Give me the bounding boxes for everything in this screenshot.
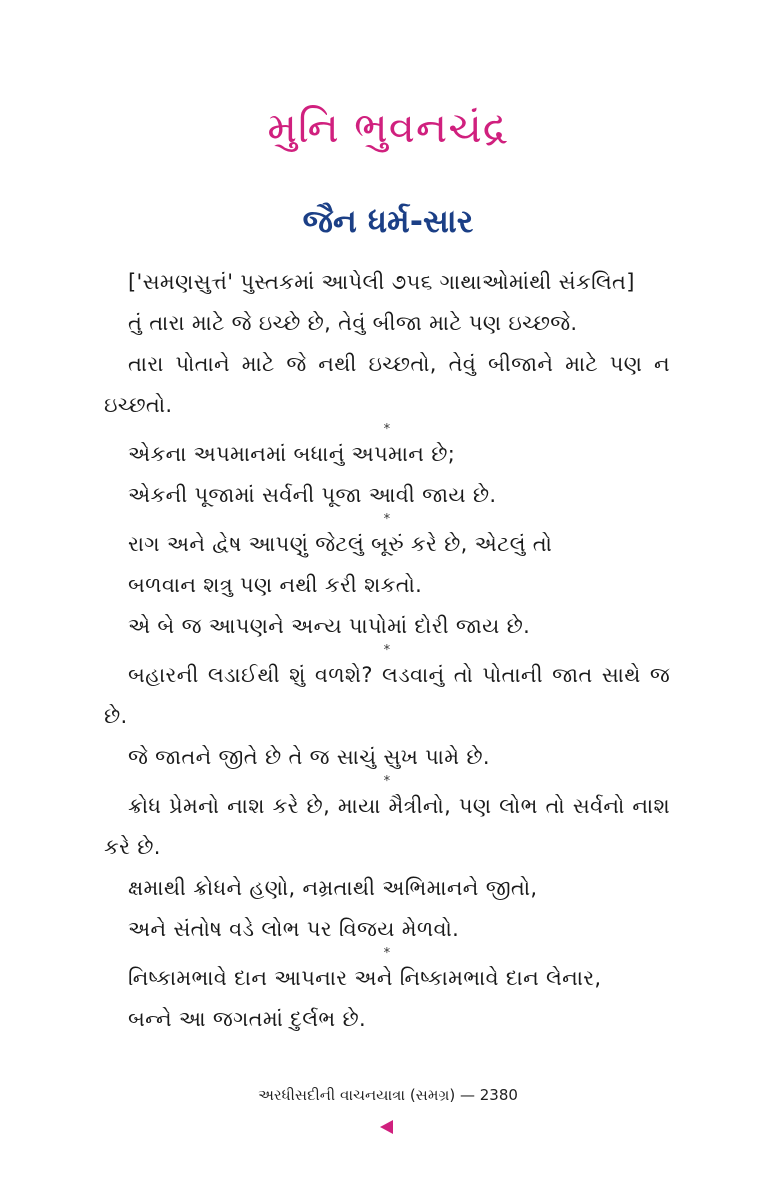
verse-line: બળવાન શત્રુ પણ નથી કરી શકતો. [128,573,423,597]
verse-line: ક્રોધ પ્રેમનો નાશ કરે છે, માયા મૈત્રીનો, પણ લોભ તો સર્વનો નાશ કરે છે. [104,794,670,859]
verse-line: બન્ને આ જગતમાં દુર્લભ છે. [128,1007,366,1031]
verse-line: એકના અપમાનમાં બધાનું અપમાન છે; [128,442,456,466]
page-footer: અરધીસદીની વાચનયાત્રા (સમગ્ર) — 2380 [258,1086,518,1104]
verse-line: તું તારા માટે જે ઇચ્છે છે, તેવું બીજા માટે પણ ઇચ્છજે. [128,311,578,335]
section-separator: * [383,512,391,527]
source-note: ['સમણસુત્તં' પુસ્તકમાં આપેલી ૭૫૬ ગાથાઓમાંથી સંકલિત] [128,270,635,294]
section-separator: * [383,643,391,658]
verse-line: એ બે જ આપણને અન્ય પાપોમાં દોરી જાય છે. [128,614,531,638]
verse-line: જે જાતને જીતે છે તે જ સાચું સુખ પામે છે. [128,745,490,769]
author-name: મુનિ ભુવનચંદ્ર [267,103,509,152]
verse-line: એકની પૂજામાં સર્વની પૂજા આવી જાય છે. [128,483,497,507]
page-title: જૈન ધર્મ-સાર [302,202,474,240]
verse-line: તારા પોતાને માટે જે નથી ઇચ્છતો, તેવું બીજાને માટે પણ ન ઇચ્છતો. [104,352,670,417]
back-arrow-icon[interactable] [380,1120,393,1134]
verse-line: અને સંતોષ વડે લોભ પર વિજય મેળવો. [128,917,460,941]
verse-line: રાગ અને દ્વેષ આપણું જેટલું બૂરું કરે છે, એટલું તો [128,532,553,556]
section-separator: * [383,422,391,437]
section-separator: * [383,774,391,789]
verse-line: નિષ્કામભાવે દાન આપનાર અને નિષ્કામભાવે દાન લેનાર, [128,966,602,990]
verse-line: ક્ષમાથી ક્રોધને હણો, નમ્રતાથી અભિમાનને જીતો, [128,876,538,900]
article-body [104,262,670,1040]
verse-line: બહારની લડાઈથી શું વળશે? લડવાનું તો પોતાની જાત સાથે જ છે. [104,663,670,728]
section-separator: * [383,946,391,961]
